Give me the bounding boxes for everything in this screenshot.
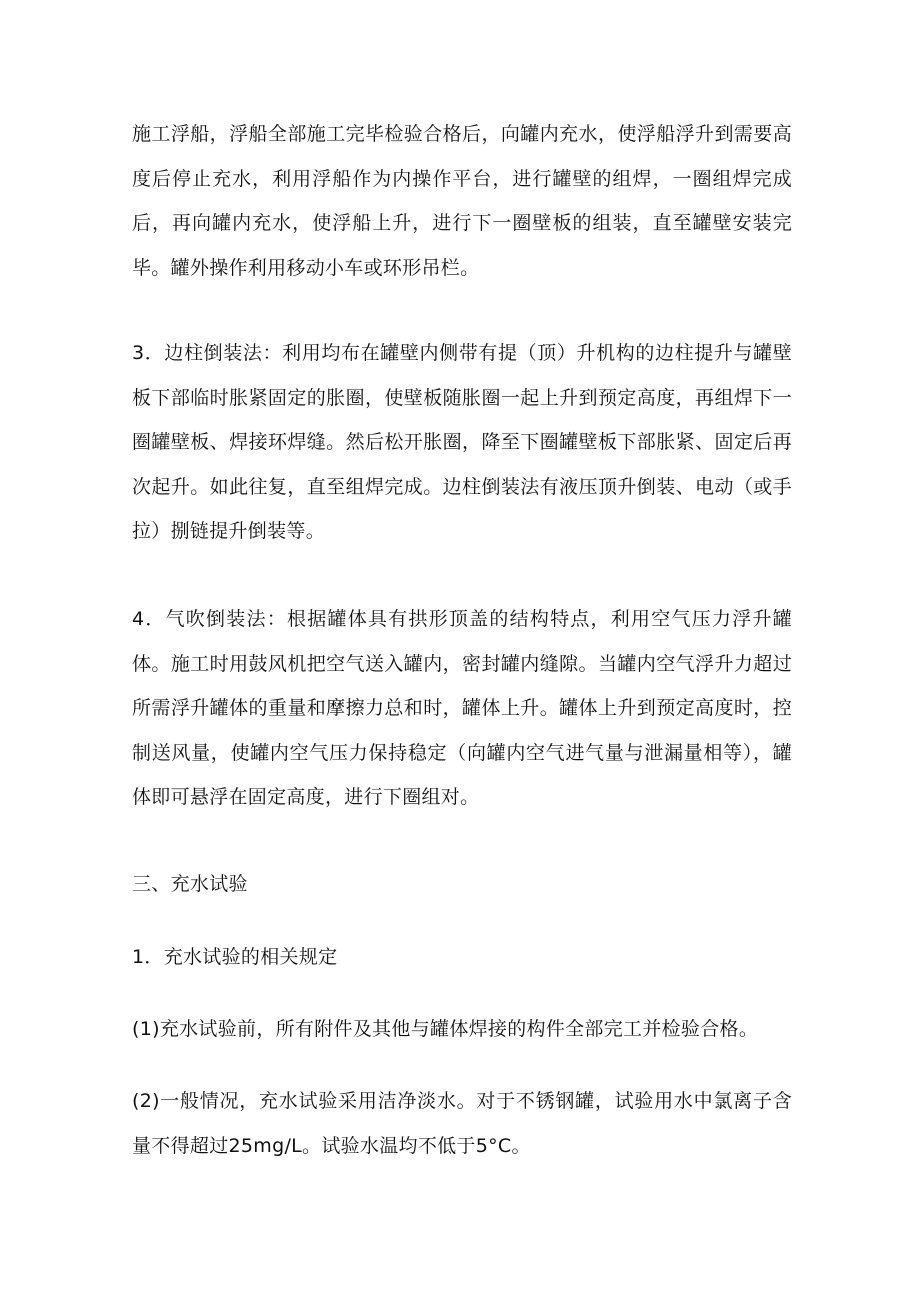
paragraph-rule-1: (1)充水试验前，所有附件及其他与罐体焊接的构件全部完工并检验合格。 bbox=[132, 1018, 759, 1040]
subheading-water-test-regulations: 1．充水试验的相关规定 bbox=[132, 946, 338, 968]
paragraph-side-column-inverted-method: 3．边柱倒装法：利用均布在罐壁内侧带有提（顶）升机构的边柱提升与罐壁板下部临时胀紧固定的胀圈，使壁板随胀圈一起上升到预定高度，再组焊下一圈罐壁板、焊接环焊缝。然后松开胀圈，降至下圈罐壁板下部胀紧、固定后再次起升。如此往复，直至组焊完成。边柱倒装法有液压顶升倒装、电动（或手拉）捌链提升倒装等。 bbox=[132, 342, 792, 542]
paragraph-rule-2: (2)一般情况，充水试验采用洁净淡水。对于不锈钢罐，试验用水中氯离子含量不得超过25mg/L。试验水温均不低于5°C。 bbox=[132, 1090, 792, 1157]
paragraph-air-blowing-inverted-method: 4．气吹倒装法：根据罐体具有拱形顶盖的结构特点，利用空气压力浮升罐体。施工时用鼓风机把空气送入罐内，密封罐内缝隙。当罐内空气浮升力超过所需浮升罐体的重量和摩擦力总和时，罐体上升。罐体上升到预定高度时，控制送风量，使罐内空气压力保持稳定（向罐内空气进气量与泄漏量相等），罐体即可悬浮在固定高度，进行下圈组对。 bbox=[132, 608, 792, 808]
paragraph-floating-ship-method: 施工浮船，浮船全部施工完毕检验合格后，向罐内充水，使浮船浮升到需要高度后停止充水，利用浮船作为内操作平台，进行罐壁的组焊，一圈组焊完成后，再向罐内充水，使浮船上升，进行下一圈壁板的组装，直至罐壁安装完毕。罐外操作利用移动小车或环形吊栏。 bbox=[132, 123, 792, 279]
section-heading-water-test: 三、充水试验 bbox=[132, 873, 248, 895]
